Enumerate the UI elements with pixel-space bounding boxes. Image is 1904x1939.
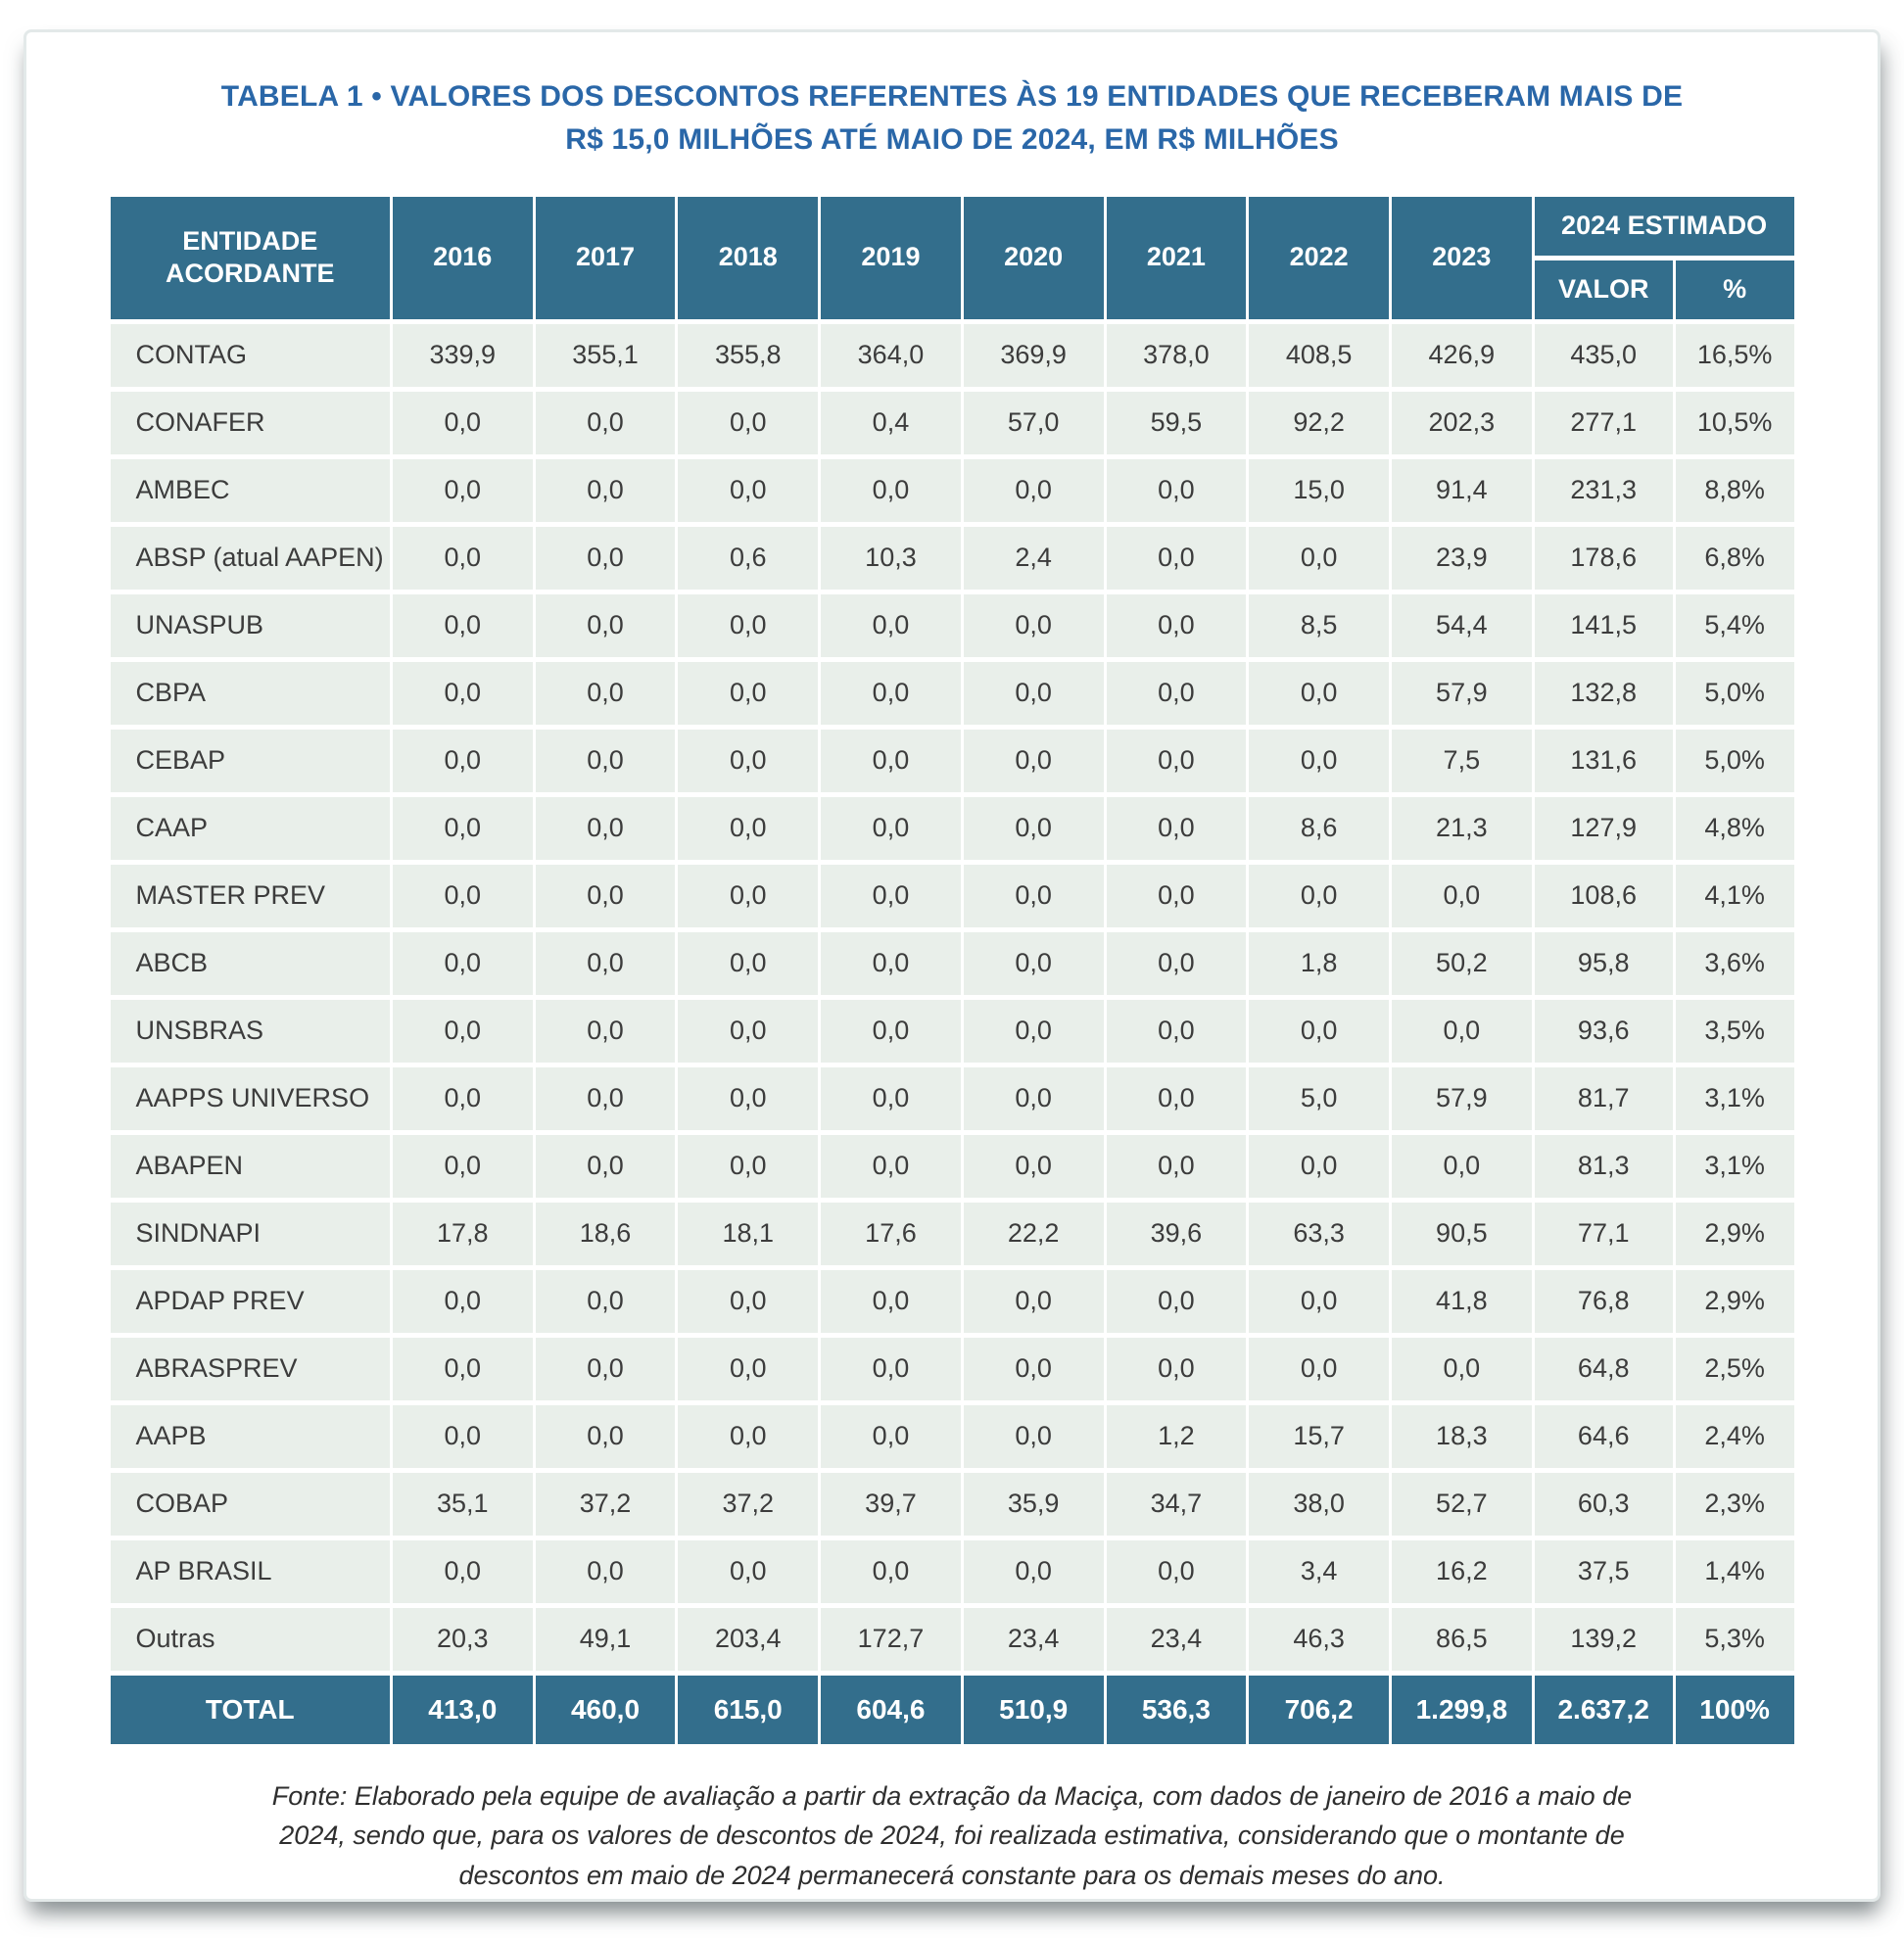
total-value-cell: 1.299,8	[1392, 1676, 1532, 1744]
value-cell: 0,0	[821, 1067, 961, 1130]
entity-cell: AAPPS UNIVERSO	[111, 1067, 390, 1130]
value-cell: 435,0	[1535, 324, 1673, 387]
value-cell: 0,0	[964, 1000, 1104, 1063]
value-cell: 0,0	[678, 797, 818, 860]
value-cell: 18,1	[678, 1203, 818, 1265]
table-row	[111, 730, 1794, 792]
value-cell: 2,9%	[1676, 1270, 1794, 1333]
value-cell: 0,0	[536, 1405, 676, 1468]
value-cell: 0,0	[964, 1338, 1104, 1400]
value-cell: 0,0	[821, 1405, 961, 1468]
value-cell: 64,6	[1535, 1405, 1673, 1468]
value-cell: 0,0	[1107, 662, 1247, 725]
entity-cell: CEBAP	[111, 730, 390, 792]
table-row	[111, 865, 1794, 927]
value-cell: 0,0	[536, 392, 676, 454]
value-cell: 95,8	[1535, 932, 1673, 995]
value-cell: 35,9	[964, 1473, 1104, 1536]
value-cell: 0,0	[821, 865, 961, 927]
entity-cell: APDAP PREV	[111, 1270, 390, 1333]
value-cell: 38,0	[1249, 1473, 1389, 1536]
entity-cell: ABRASPREV	[111, 1338, 390, 1400]
value-cell: 90,5	[1392, 1203, 1532, 1265]
value-cell: 37,2	[678, 1473, 818, 1536]
value-cell: 5,4%	[1676, 594, 1794, 657]
descontos-table	[108, 192, 1797, 1749]
total-row	[111, 1676, 1794, 1744]
value-cell: 6,8%	[1676, 527, 1794, 590]
value-cell: 127,9	[1535, 797, 1673, 860]
value-cell: 0,0	[1107, 459, 1247, 522]
value-cell: 0,0	[964, 594, 1104, 657]
table-card	[24, 29, 1880, 1902]
value-cell: 0,0	[393, 1000, 533, 1063]
valor-header: VALOR	[1535, 260, 1673, 319]
value-cell: 3,5%	[1676, 1000, 1794, 1063]
year-header-2019: 2019	[821, 197, 961, 319]
table-row	[111, 392, 1794, 454]
value-cell: 0,0	[1249, 662, 1389, 725]
value-cell: 0,0	[536, 797, 676, 860]
value-cell: 2,4%	[1676, 1405, 1794, 1468]
value-cell: 0,0	[1249, 1338, 1389, 1400]
value-cell: 378,0	[1107, 324, 1247, 387]
value-cell: 23,4	[1107, 1608, 1247, 1671]
value-cell: 141,5	[1535, 594, 1673, 657]
value-cell: 0,0	[678, 1067, 818, 1130]
value-cell: 0,0	[964, 730, 1104, 792]
entity-cell: AMBEC	[111, 459, 390, 522]
table-row	[111, 459, 1794, 522]
year-header-2020: 2020	[964, 197, 1104, 319]
value-cell: 0,0	[821, 730, 961, 792]
value-cell: 426,9	[1392, 324, 1532, 387]
value-cell: 35,1	[393, 1473, 533, 1536]
value-cell: 0,0	[393, 459, 533, 522]
year-header-2018: 2018	[678, 197, 818, 319]
value-cell: 0,0	[964, 1270, 1104, 1333]
value-cell: 37,5	[1535, 1540, 1673, 1603]
table-row	[111, 797, 1794, 860]
value-cell: 0,4	[821, 392, 961, 454]
value-cell: 49,1	[536, 1608, 676, 1671]
total-value-cell: 413,0	[393, 1676, 533, 1744]
entity-cell: CONAFER	[111, 392, 390, 454]
value-cell: 178,6	[1535, 527, 1673, 590]
value-cell: 2,9%	[1676, 1203, 1794, 1265]
value-cell: 0,0	[678, 730, 818, 792]
total-label: TOTAL	[111, 1676, 390, 1744]
value-cell: 0,0	[536, 1270, 676, 1333]
value-cell: 0,0	[678, 662, 818, 725]
total-value-cell: 706,2	[1249, 1676, 1389, 1744]
value-cell: 15,7	[1249, 1405, 1389, 1468]
entity-cell: AP BRASIL	[111, 1540, 390, 1603]
table-row	[111, 1270, 1794, 1333]
value-cell: 202,3	[1392, 392, 1532, 454]
value-cell: 0,0	[536, 1540, 676, 1603]
value-cell: 0,0	[678, 1135, 818, 1198]
entity-cell: CBPA	[111, 662, 390, 725]
value-cell: 0,0	[678, 1405, 818, 1468]
value-cell: 1,2	[1107, 1405, 1247, 1468]
value-cell: 0,0	[536, 1338, 676, 1400]
value-cell: 0,0	[393, 1405, 533, 1468]
entity-cell: ABSP (atual AAPEN)	[111, 527, 390, 590]
value-cell: 0,0	[393, 1067, 533, 1130]
value-cell: 0,0	[536, 932, 676, 995]
value-cell: 0,0	[1107, 730, 1247, 792]
value-cell: 91,4	[1392, 459, 1532, 522]
value-cell: 0,6	[678, 527, 818, 590]
value-cell: 0,0	[536, 865, 676, 927]
value-cell: 52,7	[1392, 1473, 1532, 1536]
value-cell: 0,0	[393, 1338, 533, 1400]
entity-cell: COBAP	[111, 1473, 390, 1536]
value-cell: 0,0	[1249, 865, 1389, 927]
value-cell: 0,0	[1392, 1338, 1532, 1400]
table-row	[111, 1000, 1794, 1063]
value-cell: 16,2	[1392, 1540, 1532, 1603]
value-cell: 39,7	[821, 1473, 961, 1536]
value-cell: 34,7	[1107, 1473, 1247, 1536]
value-cell: 0,0	[393, 932, 533, 995]
value-cell: 50,2	[1392, 932, 1532, 995]
entity-cell: ABCB	[111, 932, 390, 995]
value-cell: 0,0	[536, 1067, 676, 1130]
value-cell: 0,0	[536, 1135, 676, 1198]
value-cell: 0,0	[536, 730, 676, 792]
value-cell: 0,0	[964, 932, 1104, 995]
value-cell: 81,3	[1535, 1135, 1673, 1198]
value-cell: 0,0	[1107, 1000, 1247, 1063]
value-cell: 4,1%	[1676, 865, 1794, 927]
value-cell: 92,2	[1249, 392, 1389, 454]
value-cell: 0,0	[1249, 730, 1389, 792]
value-cell: 0,0	[393, 730, 533, 792]
value-cell: 0,0	[678, 1270, 818, 1333]
value-cell: 0,0	[678, 1338, 818, 1400]
table-row	[111, 594, 1794, 657]
value-cell: 369,9	[964, 324, 1104, 387]
entity-cell: SINDNAPI	[111, 1203, 390, 1265]
value-cell: 23,9	[1392, 527, 1532, 590]
value-cell: 0,0	[393, 662, 533, 725]
estimado-header: 2024 ESTIMADO	[1535, 197, 1794, 256]
value-cell: 0,0	[821, 1135, 961, 1198]
value-cell: 23,4	[964, 1608, 1104, 1671]
value-cell: 39,6	[1107, 1203, 1247, 1265]
value-cell: 131,6	[1535, 730, 1673, 792]
value-cell: 132,8	[1535, 662, 1673, 725]
value-cell: 0,0	[1249, 1135, 1389, 1198]
value-cell: 59,5	[1107, 392, 1247, 454]
entity-cell: CONTAG	[111, 324, 390, 387]
value-cell: 0,0	[536, 662, 676, 725]
value-cell: 0,0	[393, 1270, 533, 1333]
value-cell: 408,5	[1249, 324, 1389, 387]
value-cell: 277,1	[1535, 392, 1673, 454]
value-cell: 339,9	[393, 324, 533, 387]
value-cell: 5,0%	[1676, 730, 1794, 792]
value-cell: 0,0	[1249, 1000, 1389, 1063]
value-cell: 0,0	[678, 392, 818, 454]
value-cell: 60,3	[1535, 1473, 1673, 1536]
value-cell: 8,5	[1249, 594, 1389, 657]
value-cell: 172,7	[821, 1608, 961, 1671]
value-cell: 0,0	[964, 1405, 1104, 1468]
value-cell: 15,0	[1249, 459, 1389, 522]
value-cell: 5,3%	[1676, 1608, 1794, 1671]
value-cell: 3,1%	[1676, 1135, 1794, 1198]
total-value-cell: 604,6	[821, 1676, 961, 1744]
value-cell: 0,0	[393, 797, 533, 860]
value-cell: 0,0	[1107, 1540, 1247, 1603]
entity-cell: UNSBRAS	[111, 1000, 390, 1063]
value-cell: 5,0	[1249, 1067, 1389, 1130]
value-cell: 0,0	[536, 1000, 676, 1063]
value-cell: 0,0	[1392, 865, 1532, 927]
value-cell: 93,6	[1535, 1000, 1673, 1063]
year-header-2016: 2016	[393, 197, 533, 319]
value-cell: 0,0	[678, 865, 818, 927]
total-value-cell: 615,0	[678, 1676, 818, 1744]
value-cell: 108,6	[1535, 865, 1673, 927]
year-header-2017: 2017	[536, 197, 676, 319]
value-cell: 0,0	[964, 1540, 1104, 1603]
value-cell: 0,0	[393, 392, 533, 454]
total-value-cell: 536,3	[1107, 1676, 1247, 1744]
table-row	[111, 1067, 1794, 1130]
value-cell: 0,0	[1249, 1270, 1389, 1333]
value-cell: 0,0	[1107, 932, 1247, 995]
value-cell: 0,0	[678, 1000, 818, 1063]
value-cell: 0,0	[1392, 1000, 1532, 1063]
value-cell: 0,0	[964, 1067, 1104, 1130]
entity-cell: UNASPUB	[111, 594, 390, 657]
value-cell: 231,3	[1535, 459, 1673, 522]
value-cell: 0,0	[821, 1540, 961, 1603]
value-cell: 17,8	[393, 1203, 533, 1265]
table-foot	[111, 1676, 1794, 1744]
value-cell: 0,0	[821, 1338, 961, 1400]
year-header-2022: 2022	[1249, 197, 1389, 319]
value-cell: 18,6	[536, 1203, 676, 1265]
value-cell: 203,4	[678, 1608, 818, 1671]
entity-header: ENTIDADE ACORDANTE	[111, 197, 390, 319]
entity-cell: CAAP	[111, 797, 390, 860]
value-cell: 355,1	[536, 324, 676, 387]
table-row	[111, 1405, 1794, 1468]
value-cell: 0,0	[1107, 797, 1247, 860]
value-cell: 0,0	[536, 594, 676, 657]
value-cell: 77,1	[1535, 1203, 1673, 1265]
table-header	[111, 197, 1794, 319]
value-cell: 57,9	[1392, 662, 1532, 725]
entity-cell: AAPB	[111, 1405, 390, 1468]
value-cell: 0,0	[536, 527, 676, 590]
value-cell: 17,6	[821, 1203, 961, 1265]
value-cell: 0,0	[393, 1540, 533, 1603]
value-cell: 1,8	[1249, 932, 1389, 995]
value-cell: 0,0	[1107, 1135, 1247, 1198]
value-cell: 86,5	[1392, 1608, 1532, 1671]
value-cell: 139,2	[1535, 1608, 1673, 1671]
value-cell: 0,0	[678, 932, 818, 995]
value-cell: 0,0	[1107, 1067, 1247, 1130]
year-header-2023: 2023	[1392, 197, 1532, 319]
value-cell: 5,0%	[1676, 662, 1794, 725]
table-row	[111, 1203, 1794, 1265]
value-cell: 0,0	[678, 594, 818, 657]
value-cell: 7,5	[1392, 730, 1532, 792]
value-cell: 3,1%	[1676, 1067, 1794, 1130]
value-cell: 57,9	[1392, 1067, 1532, 1130]
total-value-cell: 100%	[1676, 1676, 1794, 1744]
value-cell: 0,0	[964, 1135, 1104, 1198]
value-cell: 0,0	[393, 527, 533, 590]
value-cell: 0,0	[964, 865, 1104, 927]
value-cell: 355,8	[678, 324, 818, 387]
table-row	[111, 1608, 1794, 1671]
table-row	[111, 1338, 1794, 1400]
value-cell: 0,0	[536, 459, 676, 522]
value-cell: 37,2	[536, 1473, 676, 1536]
value-cell: 46,3	[1249, 1608, 1389, 1671]
value-cell: 0,0	[821, 1000, 961, 1063]
total-value-cell: 460,0	[536, 1676, 676, 1744]
table-title-line1: TABELA 1 • VALORES DOS DESCONTOS REFERENTES ÀS 19 ENTIDADES QUE RECEBERAM MAIS DE	[220, 80, 1684, 113]
table-row	[111, 1135, 1794, 1198]
pct-header: %	[1676, 260, 1794, 319]
value-cell: 0,0	[1107, 865, 1247, 927]
value-cell: 0,0	[821, 594, 961, 657]
value-cell: 0,0	[964, 662, 1104, 725]
header-row-top	[111, 197, 1794, 256]
value-cell: 10,3	[821, 527, 961, 590]
value-cell: 0,0	[821, 932, 961, 995]
value-cell: 76,8	[1535, 1270, 1673, 1333]
value-cell: 81,7	[1535, 1067, 1673, 1130]
source-note: Fonte: Elaborado pela equipe de avaliação a partir da extração da Maciça, com dados de janeiro de 2016 a maio de 2024, sendo que, para os valores de descontos de 2024, foi realizada estimativa, considerando que o montante de descontos em maio de 2024 permanecerá constante para os demais meses do ano.	[271, 1780, 1633, 1890]
value-cell: 2,3%	[1676, 1473, 1794, 1536]
table-row	[111, 324, 1794, 387]
value-cell: 0,0	[393, 865, 533, 927]
value-cell: 63,3	[1249, 1203, 1389, 1265]
entity-cell: Outras	[111, 1608, 390, 1671]
value-cell: 0,0	[1107, 1338, 1247, 1400]
value-cell: 0,0	[1392, 1135, 1532, 1198]
value-cell: 3,6%	[1676, 932, 1794, 995]
value-cell: 2,5%	[1676, 1338, 1794, 1400]
value-cell: 16,5%	[1676, 324, 1794, 387]
total-value-cell: 510,9	[964, 1676, 1104, 1744]
value-cell: 0,0	[821, 797, 961, 860]
value-cell: 0,0	[1107, 527, 1247, 590]
value-cell: 4,8%	[1676, 797, 1794, 860]
value-cell: 364,0	[821, 324, 961, 387]
table-row	[111, 1540, 1794, 1603]
value-cell: 20,3	[393, 1608, 533, 1671]
value-cell: 64,8	[1535, 1338, 1673, 1400]
value-cell: 0,0	[678, 459, 818, 522]
table-row	[111, 662, 1794, 725]
table-row	[111, 1473, 1794, 1536]
value-cell: 0,0	[393, 594, 533, 657]
entity-cell: MASTER PREV	[111, 865, 390, 927]
table-row	[111, 527, 1794, 590]
value-cell: 0,0	[821, 1270, 961, 1333]
value-cell: 0,0	[1107, 594, 1247, 657]
value-cell: 18,3	[1392, 1405, 1532, 1468]
entity-cell: ABAPEN	[111, 1135, 390, 1198]
table-body	[111, 324, 1794, 1671]
value-cell: 0,0	[964, 797, 1104, 860]
total-value-cell: 2.637,2	[1535, 1676, 1673, 1744]
table-title-line2: R$ 15,0 MILHÕES ATÉ MAIO DE 2024, EM R$ MILHÕES	[565, 123, 1339, 157]
year-header-2021: 2021	[1107, 197, 1247, 319]
value-cell: 54,4	[1392, 594, 1532, 657]
value-cell: 0,0	[393, 1135, 533, 1198]
value-cell: 1,4%	[1676, 1540, 1794, 1603]
value-cell: 8,8%	[1676, 459, 1794, 522]
value-cell: 0,0	[964, 459, 1104, 522]
value-cell: 0,0	[1107, 1270, 1247, 1333]
table-row	[111, 932, 1794, 995]
value-cell: 0,0	[678, 1540, 818, 1603]
value-cell: 3,4	[1249, 1540, 1389, 1603]
value-cell: 0,0	[821, 459, 961, 522]
table-title	[26, 75, 1878, 163]
value-cell: 2,4	[964, 527, 1104, 590]
value-cell: 41,8	[1392, 1270, 1532, 1333]
value-cell: 21,3	[1392, 797, 1532, 860]
value-cell: 10,5%	[1676, 392, 1794, 454]
value-cell: 22,2	[964, 1203, 1104, 1265]
value-cell: 8,6	[1249, 797, 1389, 860]
value-cell: 57,0	[964, 392, 1104, 454]
value-cell: 0,0	[821, 662, 961, 725]
value-cell: 0,0	[1249, 527, 1389, 590]
